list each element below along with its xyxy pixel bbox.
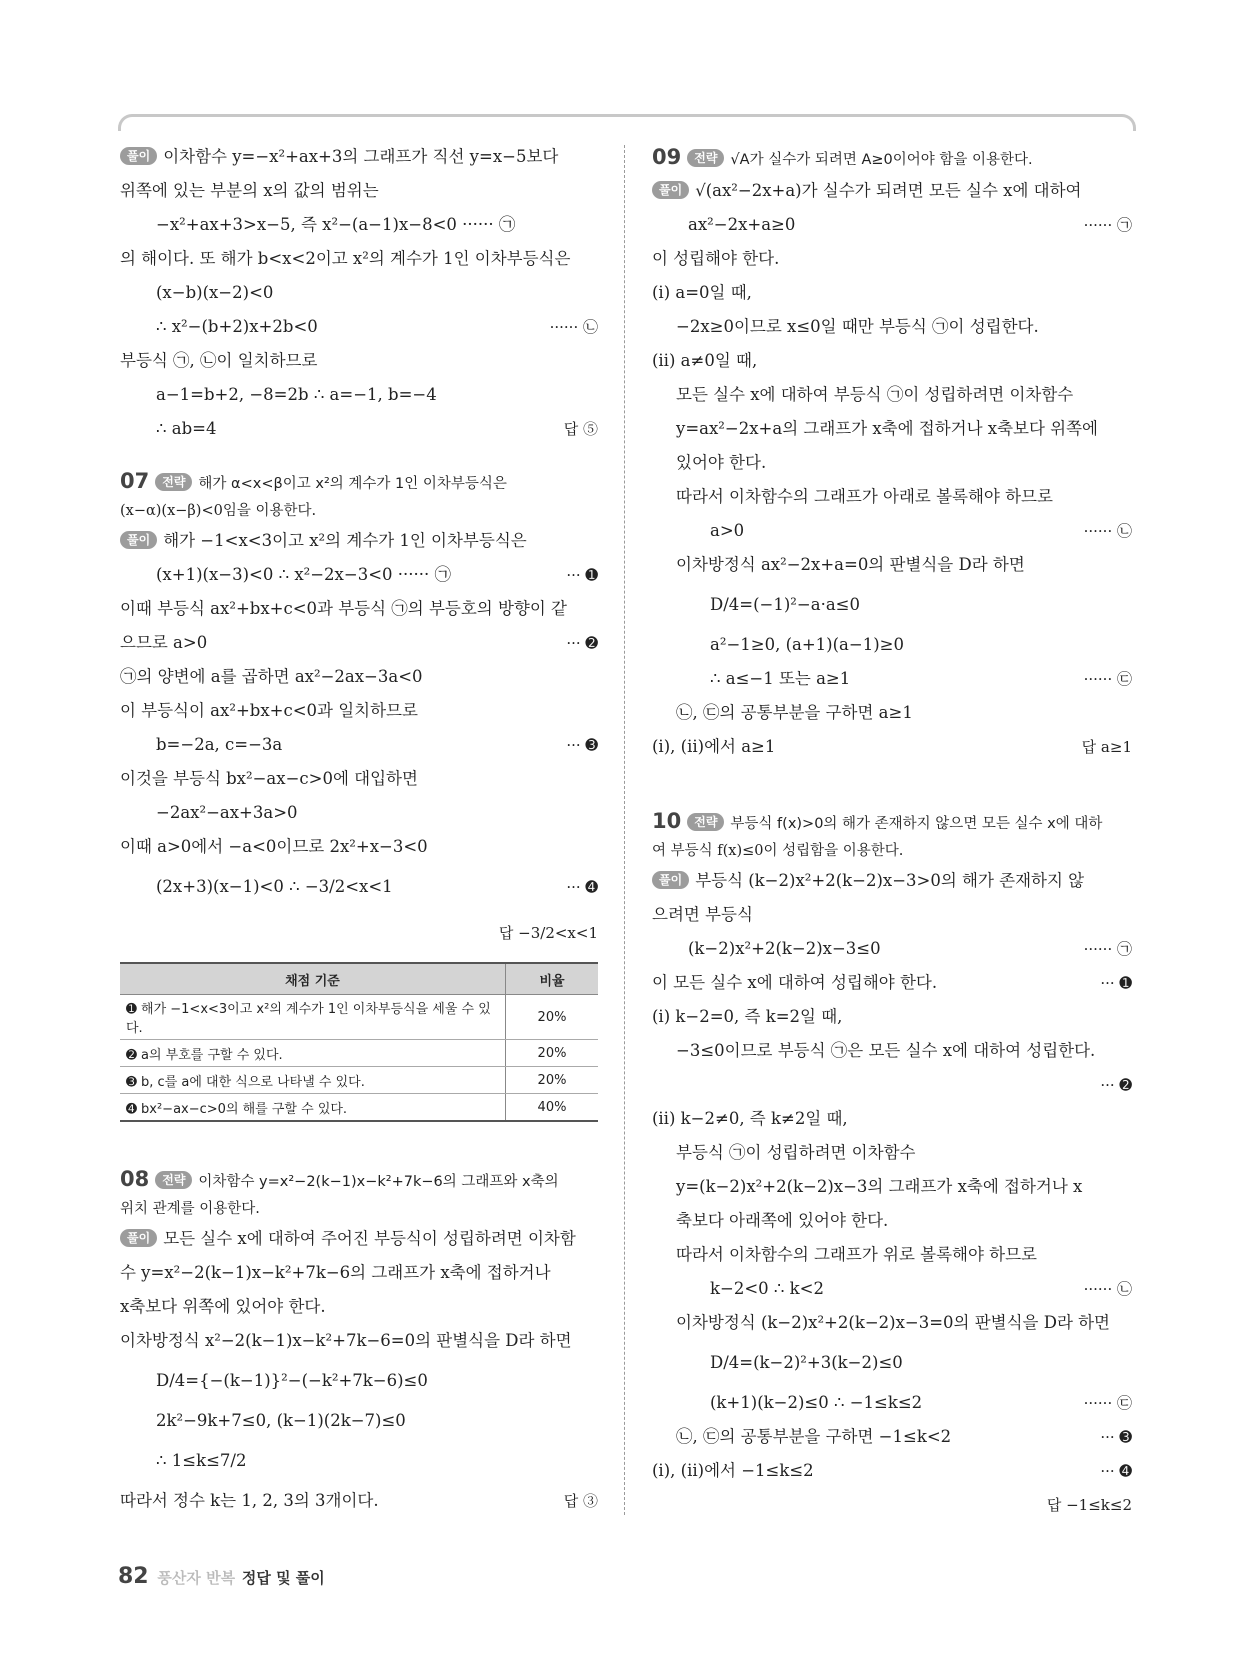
line-text: 이 모든 실수 x에 대하여 성립해야 한다. [652,973,938,992]
line-text: √(ax²−2x+a)가 실수가 되려면 모든 실수 x에 대하여 [695,181,1082,200]
table-row [120,1040,598,1067]
line-text: −x²+ax+3>x−5, 즉 x²−(a−1)x−8<0 ······ ㉠ [156,215,516,234]
line-text: D/4=(k−2)²+3(k−2)≤0 [710,1353,903,1372]
text-line [120,728,598,762]
line-text: (x−α)(x−β)<0임을 이용한다. [120,503,317,519]
line-text: (2x+3)(x−1)<0 ∴ −3/2<x<1 [156,877,393,896]
text-line [652,1102,1132,1136]
line-text: (ⅱ) k−2≠0, 즉 k≠2일 때, [652,1109,848,1128]
text-line [120,592,598,626]
right-column [652,140,1132,1522]
line-text: 이것을 부등식 bx²−ax−c>0에 대입하면 [120,769,418,788]
text-line [652,548,1132,582]
line-text: −2x≥0이므로 x≤0일 때만 부등식 ㉠이 성립한다. [676,317,1039,336]
right-annotation: ······ ㉢ [1083,1394,1132,1412]
strategy-tag: 전략 [687,813,724,831]
text-line [652,1068,1132,1102]
right-annotation: ··· ➋ [566,634,598,652]
line-text: (k+1)(k−2)≤0 ∴ −1≤k≤2 [710,1393,923,1412]
text-line [120,378,598,412]
text-line [652,412,1132,446]
line-text: ∴ a≤−1 또는 a≥1 [710,669,851,688]
left-column [120,140,598,1518]
text-line [120,242,598,276]
right-annotation: ··· ➊ [566,566,598,584]
footer-title: 정답 및 풀이 [241,1569,325,1587]
text-line [120,1256,598,1290]
ratio-cell: 20% [506,1067,599,1094]
right-annotation: ··· ➌ [1100,1428,1132,1446]
line-text: 이차방정식 x²−2(k−1)x−k²+7k−6=0의 판별식을 D라 하면 [120,1331,572,1350]
line-text: ∴ ab=4 [156,419,217,438]
spacer [120,446,598,464]
line-text: 부등식 ㉠, ㉡이 일치하므로 [120,351,318,370]
text-line [652,1000,1132,1034]
line-text: a>0 [710,521,745,540]
line-text: √A가 실수가 되려면 A≥0이어야 함을 이용한다. [730,152,1033,168]
line-text: 이차방정식 ax²−2x+a=0의 판별식을 D라 하면 [676,555,1025,574]
column-divider [624,145,625,1515]
strategy-tag: 전략 [155,473,192,491]
text-line [120,276,598,310]
right-annotation: ··· ➍ [1100,1462,1132,1480]
text-line [652,174,1132,208]
line-text: 위치 관계를 이용한다. [120,1201,260,1217]
text-line [120,310,598,344]
line-text: a²−1≥0, (a+1)(a−1)≥0 [710,635,904,654]
line-text: y=(k−2)x²+2(k−2)x−3의 그래프가 x축에 접하거나 x [676,1177,1083,1196]
text-line [120,762,598,796]
table-header-ratio: 비율 [506,963,599,995]
text-line [652,378,1132,412]
line-text: b=−2a, c=−3a [156,735,283,754]
line-text: y=ax²−2x+a의 그래프가 x축에 접하거나 x축보다 위쪽에 [676,419,1098,438]
criterion-cell: ➍ bx²−ax−c>0의 해를 구할 수 있다. [120,1094,506,1122]
line-text: (ⅰ) k−2=0, 즉 k=2일 때, [652,1007,843,1026]
text-line [652,310,1132,344]
line-text: 이때 a>0에서 −a<0이므로 2x²+x−3<0 [120,837,428,856]
text-line [652,1136,1132,1170]
line-text: 이 부등식이 ax²+bx+c<0과 일치하므로 [120,701,418,720]
line-text: 으므로 a>0 [120,633,208,652]
line-text: 이때 부등식 ax²+bx+c<0과 부등식 ㉠의 부등호의 방향이 같 [120,599,567,618]
text-line [652,966,1132,1000]
page-number: 82 [118,1564,149,1589]
problem-number: 08 [120,1167,150,1191]
line-text: (x+1)(x−3)<0 ∴ x²−2x−3<0 ······ ㉠ [156,565,451,584]
right-annotation: 답 −1≤k≤2 [1046,1496,1132,1514]
spacer [120,1122,598,1162]
line-text: 으려면 부등식 [652,905,753,924]
scoring-table [120,962,598,1122]
right-annotation: ······ ㉠ [1083,940,1132,958]
solution-tag: 풀이 [120,147,157,165]
text-line [652,1420,1132,1454]
right-annotation: ··· ➌ [566,736,598,754]
table-row [120,1094,598,1122]
line-text: 해가 −1<x<3이고 x²의 계수가 1인 이차부등식은 [163,531,527,550]
line-text: (ⅰ) a=0일 때, [652,283,752,302]
text-line [652,1238,1132,1272]
right-annotation: ··· ➊ [1100,974,1132,992]
line-text: k−2<0 ∴ k<2 [710,1279,824,1298]
line-text: ax²−2x+a≥0 [688,215,796,234]
text-line [120,830,598,864]
text-line [652,864,1132,898]
criterion-cell: ➊ 해가 −1<x<3이고 x²의 계수가 1인 이차부등식을 세울 수 있다. [120,995,506,1040]
right-annotation: 답 ③ [563,1492,598,1510]
right-annotation: ······ ㉡ [549,318,598,336]
text-line [652,838,1132,864]
right-annotation: 답 ⑤ [563,420,598,438]
text-line [120,558,598,592]
line-text: 수 y=x²−2(k−1)x−k²+7k−6의 그래프가 x축에 접하거나 [120,1263,551,1282]
text-line [120,796,598,830]
right-annotation: ······ ㉡ [1083,1280,1132,1298]
line-text: a−1=b+2, −8=2b ∴ a=−1, b=−4 [156,385,437,404]
line-text: 위쪽에 있는 부분의 x의 값의 범위는 [120,181,379,200]
problem-number: 07 [120,469,150,493]
line-text: D/4=(−1)²−a·a≤0 [710,595,860,614]
line-text: x축보다 위쪽에 있어야 한다. [120,1297,326,1316]
problem-heading [652,804,1132,838]
line-text: ∴ x²−(b+2)x+2b<0 [156,317,318,336]
line-text: 따라서 이차함수의 그래프가 아래로 볼록해야 하므로 [676,487,1053,506]
ratio-cell: 20% [506,995,599,1040]
text-line [120,1222,598,1256]
text-line [652,1454,1132,1488]
line-text: ㉡, ㉢의 공통부분을 구하면 a≥1 [676,703,913,722]
table-row [120,1067,598,1094]
text-line [652,344,1132,378]
ratio-cell: 20% [506,1040,599,1067]
text-line [652,1488,1132,1522]
text-line [120,1484,598,1518]
text-line [652,1272,1132,1306]
text-line [120,1404,598,1438]
solution-tag: 풀이 [120,531,157,549]
line-text: 이 성립해야 한다. [652,249,780,268]
text-line [652,730,1132,764]
text-line [652,242,1132,276]
solution-tag: 풀이 [120,1229,157,1247]
text-line [120,174,598,208]
text-line [120,1196,598,1222]
text-line [120,1290,598,1324]
line-text: 이차방정식 (k−2)x²+2(k−2)x−3=0의 판별식을 D라 하면 [676,1313,1111,1332]
line-text: 이차함수 y=x²−2(k−1)x−k²+7k−6의 그래프와 x축의 [198,1174,559,1190]
right-annotation: ······ ㉡ [1083,522,1132,540]
line-text: (ⅱ) a≠0일 때, [652,351,758,370]
text-line [652,480,1132,514]
text-line [652,446,1132,480]
line-text: ∴ 1≤k≤7/2 [156,1451,247,1470]
line-text: 따라서 이차함수의 그래프가 위로 볼록해야 하므로 [676,1245,1037,1264]
line-text: 해가 α<x<β이고 x²의 계수가 1인 이차부등식은 [198,476,507,492]
line-text: (ⅰ), (ⅱ)에서 a≥1 [652,737,776,756]
text-line [120,660,598,694]
text-line [120,1324,598,1358]
problem-number: 10 [652,809,682,833]
line-text: 모든 실수 x에 대하여 주어진 부등식이 성립하려면 이차함 [163,1229,576,1248]
right-annotation: 답 a≥1 [1081,738,1132,756]
problem-heading [120,1162,598,1196]
line-text: 부등식 (k−2)x²+2(k−2)x−3>0의 해가 존재하지 않 [695,871,1085,890]
solution-tag: 풀이 [652,871,689,889]
text-line [120,864,598,910]
text-line [120,1358,598,1404]
line-text: −2ax²−ax+3a>0 [156,803,298,822]
right-annotation: ··· ➍ [566,878,598,896]
right-annotation: 답 −3/2<x<1 [498,924,598,942]
line-text: 여 부등식 f(x)≤0이 성립함을 이용한다. [652,843,904,859]
right-annotation: ······ ㉢ [1083,670,1132,688]
spacer [652,764,1132,804]
strategy-tag: 전략 [687,149,724,167]
text-line [120,1438,598,1484]
solution-tag: 풀이 [652,181,689,199]
line-text: 있어야 한다. [676,453,767,472]
criterion-cell: ➋ a의 부호를 구할 수 있다. [120,1040,506,1067]
text-line [652,1306,1132,1340]
ratio-cell: 40% [506,1094,599,1122]
text-line [652,1204,1132,1238]
strategy-tag: 전략 [155,1171,192,1189]
problem-heading [652,140,1132,174]
text-line [120,910,598,956]
right-annotation: ··· ➋ [1100,1076,1132,1094]
problem-number: 09 [652,145,682,169]
text-line [652,582,1132,628]
text-line [652,628,1132,662]
text-line [120,498,598,524]
text-line [120,140,598,174]
page-footer [118,1564,325,1589]
line-text: (k−2)x²+2(k−2)x−3≤0 [688,939,881,958]
right-annotation: ······ ㉠ [1083,216,1132,234]
text-line [652,1034,1132,1068]
line-text: D/4={−(k−1)}²−(−k²+7k−6)≤0 [156,1371,428,1390]
line-text: (x−b)(x−2)<0 [156,283,274,302]
text-line [652,932,1132,966]
line-text: 의 해이다. 또 해가 b<x<2이고 x²의 계수가 1인 이차부등식은 [120,249,571,268]
line-text: 부등식 f(x)>0의 해가 존재하지 않으면 모든 실수 x에 대하 [730,816,1103,832]
text-line [120,208,598,242]
text-line [652,1340,1132,1386]
text-line [652,898,1132,932]
line-text: 따라서 정수 k는 1, 2, 3의 3개이다. [120,1491,379,1510]
line-text: 이차함수 y=−x²+ax+3의 그래프가 직선 y=x−5보다 [163,147,559,166]
text-line [120,626,598,660]
line-text: 축보다 아래쪽에 있어야 한다. [676,1211,889,1230]
text-line [652,1386,1132,1420]
text-line [652,696,1132,730]
text-line [120,694,598,728]
text-line [652,276,1132,310]
line-text: ㉠의 양변에 a를 곱하면 ax²−2ax−3a<0 [120,667,423,686]
text-line [652,662,1132,696]
line-text: (ⅰ), (ⅱ)에서 −1≤k≤2 [652,1461,814,1480]
brand-logo: 풍산자 반복 [157,1569,236,1587]
line-text: 부등식 ㉠이 성립하려면 이차함수 [676,1143,916,1162]
top-border [118,114,1136,131]
line-text: 모든 실수 x에 대하여 부등식 ㉠이 성립하려면 이차함수 [676,385,1074,404]
text-line [652,1170,1132,1204]
text-line [120,524,598,558]
line-text: 2k²−9k+7≤0, (k−1)(2k−7)≤0 [156,1411,406,1430]
criterion-cell: ➌ b, c를 a에 대한 식으로 나타낼 수 있다. [120,1067,506,1094]
table-row [120,995,598,1040]
text-line [120,344,598,378]
line-text: −3≤0이므로 부등식 ㉠은 모든 실수 x에 대하여 성립한다. [676,1041,1096,1060]
line-text: ㉡, ㉢의 공통부분을 구하면 −1≤k<2 [676,1427,952,1446]
text-line [652,514,1132,548]
text-line [652,208,1132,242]
problem-heading [120,464,598,498]
text-line [120,412,598,446]
table-header-criterion: 채점 기준 [120,963,506,995]
